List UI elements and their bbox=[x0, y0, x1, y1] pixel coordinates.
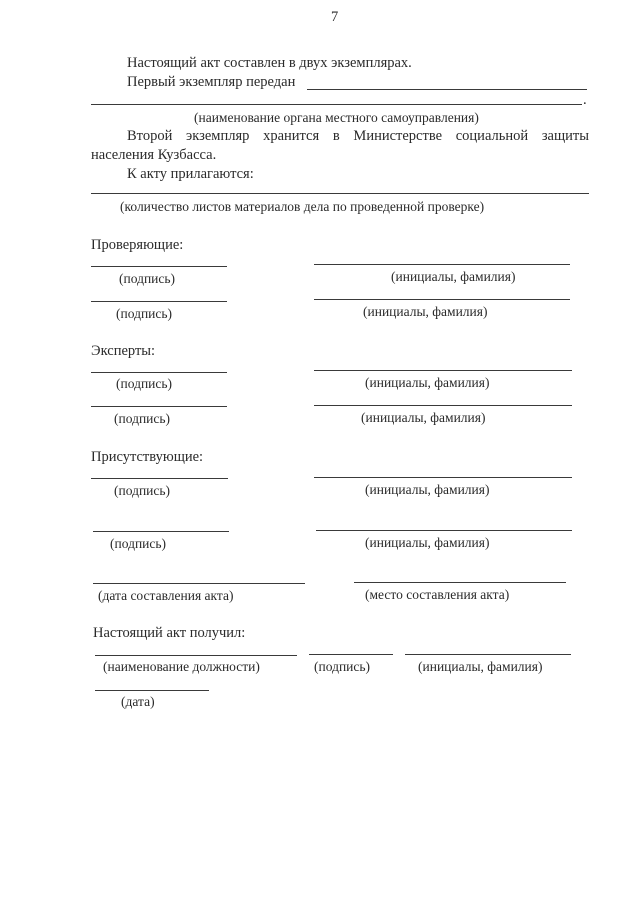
place-line bbox=[354, 582, 566, 583]
signature-caption: (подпись) bbox=[116, 306, 173, 321]
signature-caption: (подпись) bbox=[114, 483, 171, 498]
date-caption: (дата составления акта) bbox=[98, 588, 234, 603]
experts-title: Эксперты: bbox=[91, 343, 156, 359]
caption-local-authority: (наименование органа местного самоуправления) bbox=[194, 110, 479, 125]
name-line bbox=[314, 405, 572, 406]
intro-line-first-copy: Первый экземпляр передан bbox=[127, 74, 296, 90]
second-copy-word: социальной bbox=[455, 128, 529, 144]
signature-caption: (подпись) bbox=[119, 271, 176, 286]
attachments-label: К акту прилагаются: bbox=[127, 166, 254, 182]
second-copy-line-2: населения Кузбасса. bbox=[91, 147, 217, 163]
signature-caption: (подпись) bbox=[116, 376, 173, 391]
first-copy-recipient-line-2 bbox=[91, 104, 582, 105]
initials-caption: (инициалы, фамилия) bbox=[361, 410, 486, 425]
initials-caption: (инициалы, фамилия) bbox=[365, 535, 490, 550]
first-copy-recipient-line bbox=[307, 89, 587, 90]
received-title: Настоящий акт получил: bbox=[93, 625, 246, 641]
initials-caption: (инициалы, фамилия) bbox=[363, 304, 488, 319]
date-received-line bbox=[95, 690, 209, 691]
second-copy-word: хранится bbox=[263, 128, 320, 144]
name-line bbox=[314, 370, 572, 371]
position-line bbox=[95, 655, 297, 656]
signature-line bbox=[91, 372, 227, 373]
sentence-period: . bbox=[583, 92, 587, 108]
signature-line bbox=[91, 478, 228, 479]
position-caption: (наименование должности) bbox=[103, 659, 260, 674]
initials-caption: (инициалы, фамилия) bbox=[365, 375, 490, 390]
place-caption: (место составления акта) bbox=[365, 587, 510, 602]
date-line bbox=[93, 583, 305, 584]
name-line bbox=[314, 477, 572, 478]
name-line bbox=[314, 264, 570, 265]
caption-attachments: (количество листов материалов дела по проведенной проверке) bbox=[120, 199, 485, 214]
second-copy-word: Министерстве bbox=[353, 128, 443, 144]
inspectors-title: Проверяющие: bbox=[91, 237, 184, 253]
date-received-caption: (дата) bbox=[121, 694, 155, 709]
present-title: Присутствующие: bbox=[91, 449, 204, 465]
name-line bbox=[314, 299, 570, 300]
initials-caption: (инициалы, фамилия) bbox=[391, 269, 516, 284]
second-copy-word: Второй bbox=[127, 128, 173, 144]
second-copy-word: защиты bbox=[541, 128, 589, 144]
second-copy-word: экземпляр bbox=[186, 128, 250, 144]
signature-line bbox=[309, 654, 393, 655]
name-line bbox=[405, 654, 571, 655]
attachments-line bbox=[91, 193, 589, 194]
signature-caption: (подпись) bbox=[114, 411, 171, 426]
initials-caption: (инициалы, фамилия) bbox=[418, 659, 543, 674]
page-number: 7 bbox=[331, 9, 339, 25]
signature-line bbox=[93, 531, 229, 532]
signature-line bbox=[91, 266, 227, 267]
signature-line bbox=[91, 301, 227, 302]
second-copy-line bbox=[127, 127, 589, 145]
second-copy-word: в bbox=[332, 128, 340, 144]
initials-caption: (инициалы, фамилия) bbox=[365, 482, 490, 497]
signature-caption: (подпись) bbox=[314, 659, 371, 674]
intro-line-copies: Настоящий акт составлен в двух экземплярах. bbox=[127, 55, 412, 71]
signature-caption: (подпись) bbox=[110, 536, 167, 551]
name-line bbox=[316, 530, 572, 531]
signature-line bbox=[91, 406, 227, 407]
